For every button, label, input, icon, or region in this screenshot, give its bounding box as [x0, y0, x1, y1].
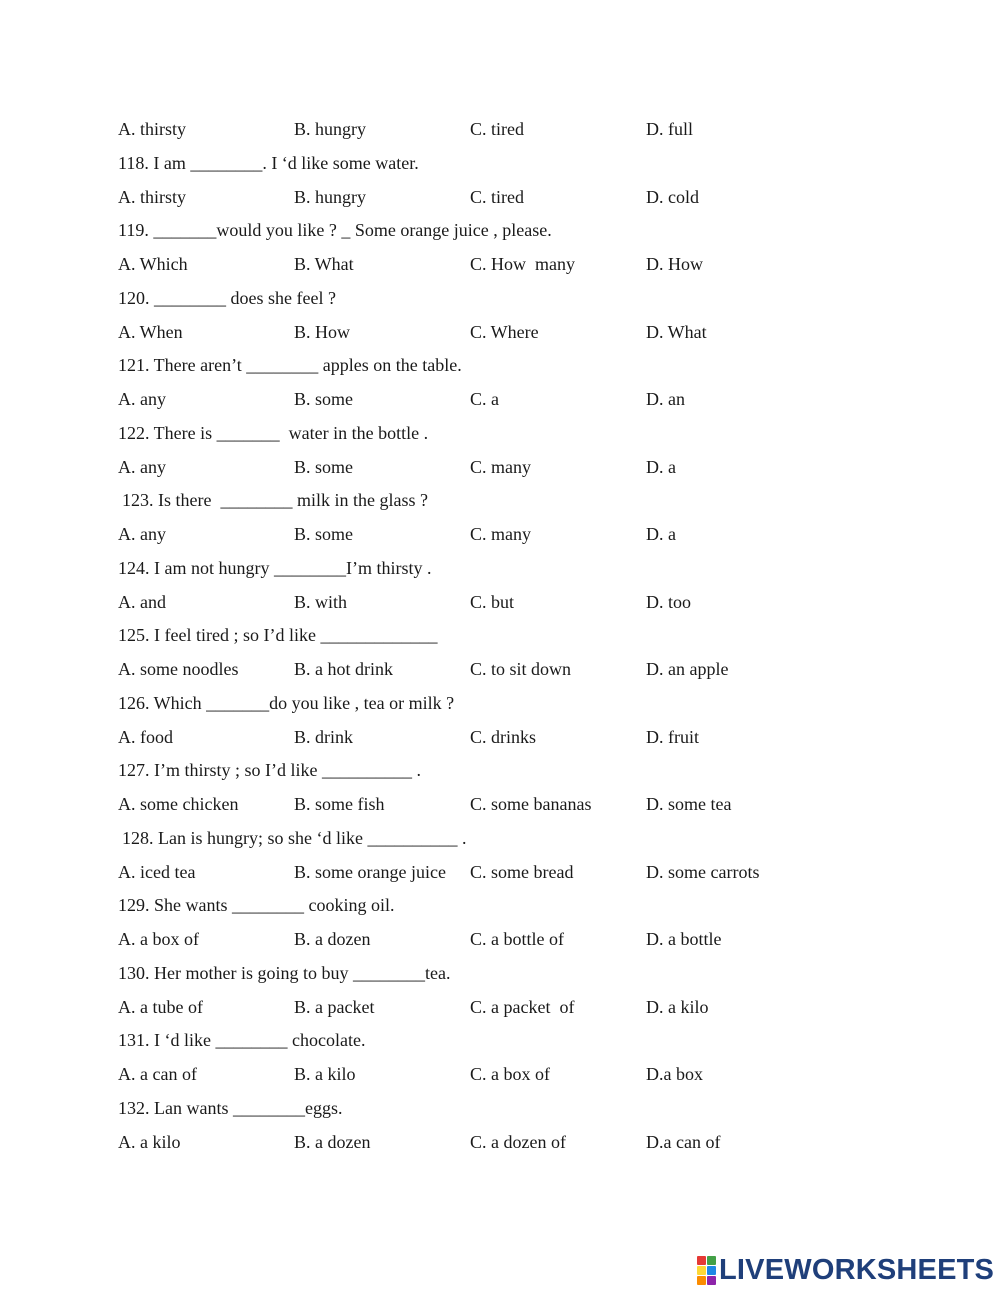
option-b[interactable]: B. some fish: [294, 794, 385, 814]
options-row-118: [118, 181, 878, 215]
logo-block: [697, 1256, 706, 1265]
question-119: 119. _______would you like ? _ Some orange juice , please.: [118, 220, 552, 241]
option-d[interactable]: D. cold: [646, 186, 699, 207]
logo-block: [697, 1276, 706, 1285]
options-row-124: [118, 586, 878, 620]
option-d[interactable]: D. an: [646, 389, 685, 409]
options-row-126: [118, 721, 878, 755]
worksheet: [118, 113, 878, 1159]
option-c[interactable]: C. a box of: [470, 1064, 550, 1084]
question-125: 125. I feel tired ; so I’d like _____________: [118, 625, 438, 646]
option-b[interactable]: B. What: [294, 254, 354, 274]
option-b[interactable]: B. hungry: [294, 119, 366, 139]
option-d[interactable]: D. too: [646, 591, 691, 612]
options-row-121: [118, 383, 878, 417]
option-b[interactable]: B. How: [294, 321, 351, 342]
option-d[interactable]: D. some tea: [646, 794, 732, 814]
question-122: 122. There is _______ water in the bottle .: [118, 422, 429, 443]
option-b[interactable]: B. some orange juice: [294, 861, 446, 882]
options-row-128: [118, 856, 878, 890]
liveworksheets-logo: [697, 1255, 994, 1285]
option-c[interactable]: C. some bananas: [470, 794, 592, 814]
option-a[interactable]: A. any: [118, 456, 166, 477]
logo-block: [707, 1266, 716, 1275]
option-a[interactable]: A. When: [118, 321, 183, 342]
option-b[interactable]: B. a kilo: [294, 1064, 356, 1084]
options-row-120: [118, 316, 878, 350]
option-c[interactable]: C. some bread: [470, 861, 574, 882]
option-d[interactable]: D. some carrots: [646, 861, 760, 882]
options-row-131: [118, 1058, 878, 1092]
option-d[interactable]: D. How: [646, 254, 703, 274]
option-a[interactable]: A. a can of: [118, 1064, 197, 1084]
option-b[interactable]: B. some: [294, 456, 354, 477]
option-b[interactable]: B. drink: [294, 726, 354, 747]
option-c[interactable]: C. How many: [470, 254, 575, 274]
question-127: 127. I’m thirsty ; so I’d like __________ .: [118, 760, 421, 781]
option-a[interactable]: A. iced tea: [118, 861, 196, 882]
question-129: 129. She wants ________ cooking oil.: [118, 895, 395, 916]
option-c[interactable]: C. many: [470, 524, 531, 544]
option-d[interactable]: D. a kilo: [646, 996, 709, 1017]
option-c[interactable]: C. to sit down: [470, 659, 572, 679]
question-132: 132. Lan wants ________eggs.: [118, 1097, 343, 1118]
question-130: 130. Her mother is going to buy ________tea.: [118, 962, 451, 983]
option-a[interactable]: A. some chicken: [118, 794, 239, 814]
option-a[interactable]: A. a tube of: [118, 996, 203, 1017]
option-a[interactable]: A. a box of: [118, 929, 199, 949]
options-row-132: [118, 1126, 878, 1160]
option-a[interactable]: A. a kilo: [118, 1131, 181, 1152]
question-126: 126. Which _______do you like , tea or milk ?: [118, 692, 455, 713]
logo-block: [697, 1266, 706, 1275]
option-b[interactable]: B. a dozen: [294, 929, 371, 949]
option-b[interactable]: B. a packet: [294, 996, 375, 1017]
option-c[interactable]: C. but: [470, 591, 515, 612]
option-d[interactable]: D. a bottle: [646, 929, 722, 949]
option-d[interactable]: D. a: [646, 456, 676, 477]
options-row-125: [118, 653, 878, 687]
logo-text: LIVEWORKSHEETS: [719, 1253, 995, 1286]
question-124: 124. I am not hungry ________I’m thirsty .: [118, 557, 432, 578]
option-a[interactable]: A. and: [118, 591, 166, 612]
options-row-119: [118, 248, 878, 282]
question-131: 131. I ‘d like ________ chocolate.: [118, 1030, 366, 1051]
option-d[interactable]: D. fruit: [646, 726, 699, 747]
option-b[interactable]: B. some: [294, 389, 354, 409]
option-d[interactable]: D. What: [646, 321, 707, 342]
options-row-129: [118, 923, 878, 957]
option-b[interactable]: B. a dozen: [294, 1131, 371, 1152]
option-b[interactable]: B. a hot drink: [294, 659, 393, 679]
question-120: 120. ________ does she feel ?: [118, 287, 336, 308]
question-118: 118. I am ________. I ‘d like some water.: [118, 152, 419, 173]
option-c[interactable]: C. many: [470, 456, 531, 477]
option-c[interactable]: C. tired: [470, 186, 524, 207]
question-121: 121. There aren’t ________ apples on the table.: [118, 355, 462, 376]
question-128: 128. Lan is hungry; so she ‘d like __________ .: [122, 827, 467, 848]
option-b[interactable]: B. some: [294, 524, 354, 544]
option-c[interactable]: C. a: [470, 389, 499, 409]
logo-block: [707, 1256, 716, 1265]
options-row-130: [118, 991, 878, 1025]
option-c[interactable]: C. drinks: [470, 726, 537, 747]
option-a[interactable]: A. Which: [118, 254, 188, 274]
question-123: 123. Is there ________ milk in the glass ?: [122, 490, 428, 511]
option-c[interactable]: C. a dozen of: [470, 1131, 566, 1152]
option-a[interactable]: A. any: [118, 524, 166, 544]
option-d[interactable]: D. an apple: [646, 659, 729, 679]
option-b[interactable]: B. with: [294, 591, 348, 612]
option-a[interactable]: A. food: [118, 726, 173, 747]
option-c[interactable]: C. a packet of: [470, 996, 575, 1017]
options-row-127: [118, 788, 878, 822]
logo-block: [707, 1276, 716, 1285]
options-row-122: [118, 451, 878, 485]
options-row-117: [118, 113, 878, 147]
option-a[interactable]: A. thirsty: [118, 186, 187, 207]
option-c[interactable]: C. tired: [470, 119, 524, 139]
option-a[interactable]: A. any: [118, 389, 166, 409]
option-b[interactable]: B. hungry: [294, 186, 366, 207]
option-d[interactable]: D.a box: [646, 1064, 703, 1084]
logo-blocks-icon: [697, 1256, 716, 1285]
option-d[interactable]: D. a: [646, 524, 676, 544]
option-c[interactable]: C. Where: [470, 321, 539, 342]
option-a[interactable]: A. thirsty: [118, 119, 187, 139]
option-d[interactable]: D. full: [646, 119, 693, 139]
option-a[interactable]: A. some noodles: [118, 659, 239, 679]
options-row-123: [118, 518, 878, 552]
option-d[interactable]: D.a can of: [646, 1131, 721, 1152]
option-c[interactable]: C. a bottle of: [470, 929, 564, 949]
